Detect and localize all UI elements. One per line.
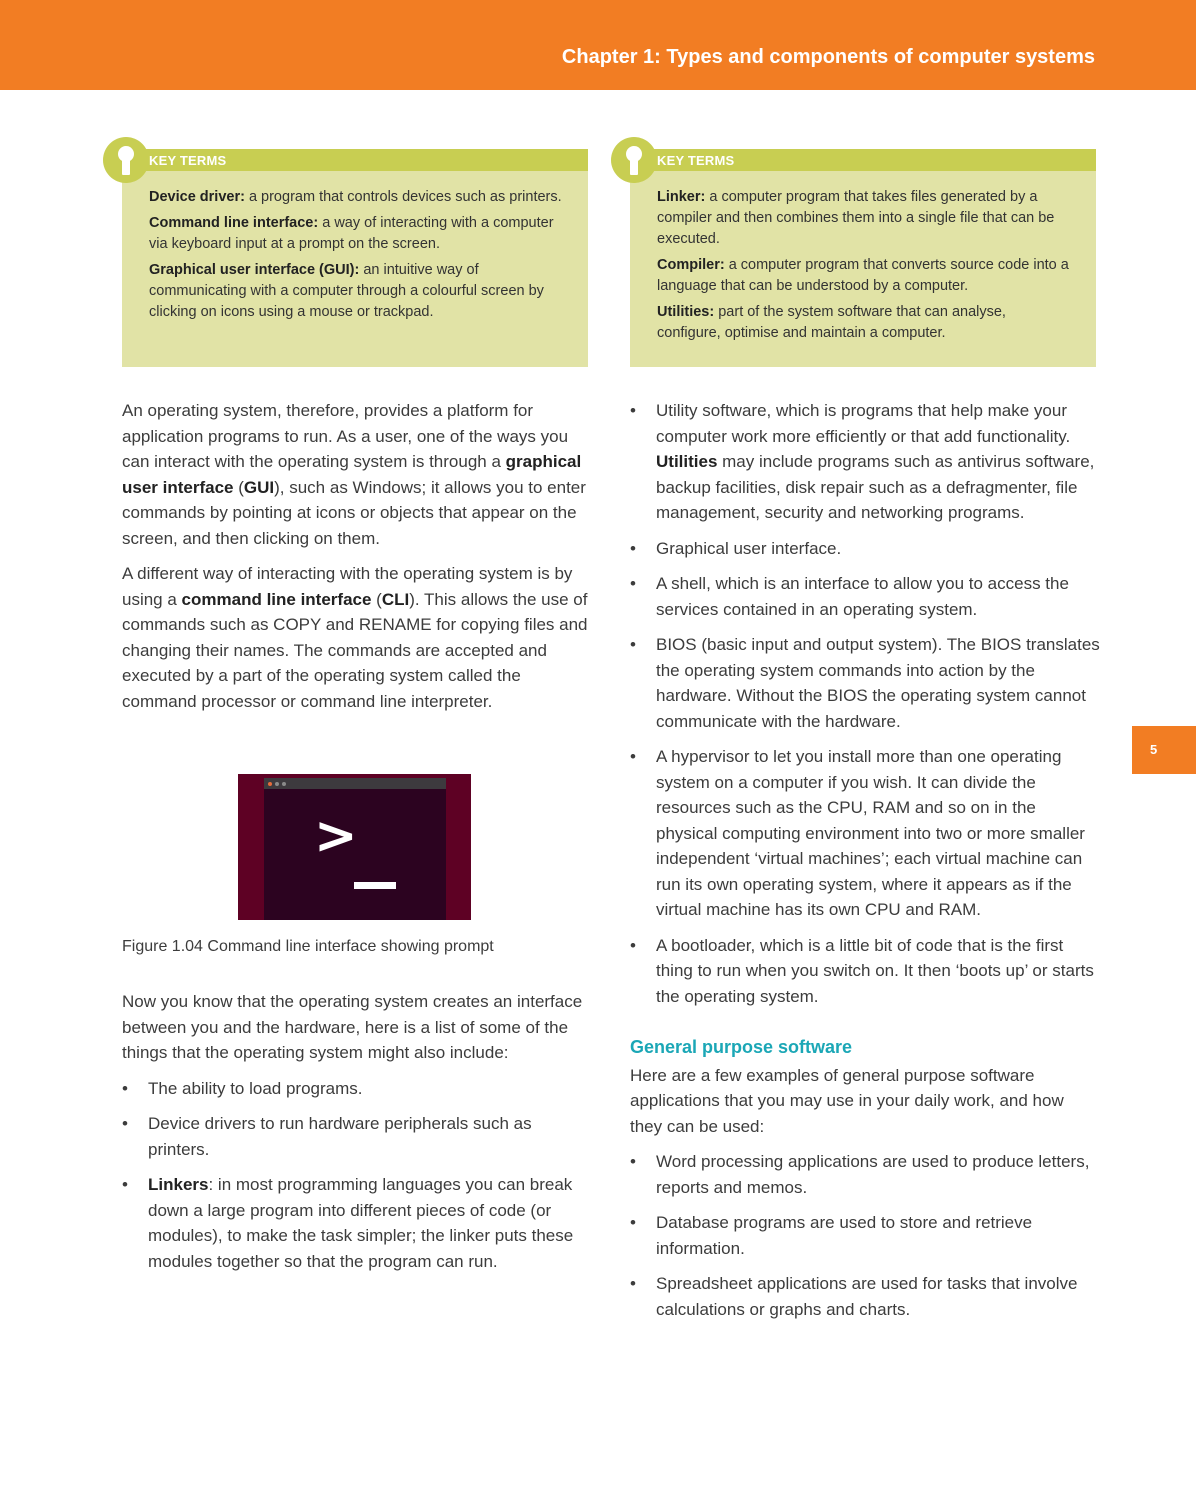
chapter-header-bar [0, 0, 1196, 90]
list-item-text: A bootloader, which is a little bit of code that is the first thing to run when you switch on. It then ‘boots up’ or starts the operating system. [656, 935, 1094, 1006]
chapter-title: Chapter 1: Types and components of computer systems [561, 46, 1095, 68]
list-item [122, 1111, 592, 1162]
general-software-list [630, 1149, 1100, 1322]
os-components-list-right [630, 398, 1100, 1009]
key-term-name: Linker: [657, 189, 706, 205]
bullet: • [630, 1152, 636, 1171]
list-item-text: Spreadsheet applications are used for tasks that involve calculations or graphs and charts. [656, 1274, 1078, 1319]
list-item [630, 571, 1100, 622]
key-terms-list [657, 187, 1071, 349]
text-run: ). This allows the use of commands such as COPY and RENAME for copying files and changing their names. The commands are accepted and executed by a part of the operating system called the command processor or command line interpreter. [122, 589, 588, 711]
list-item-text: Word processing applications are used to produce letters, reports and memos. [656, 1152, 1090, 1197]
list-item [122, 1076, 592, 1102]
terminal-window [264, 778, 446, 920]
key-icon [103, 137, 149, 183]
bullet: • [630, 635, 636, 654]
figure-terminal-image [238, 774, 471, 920]
close-dot-icon [268, 782, 272, 786]
key-term-utilities [657, 302, 1071, 344]
key-term-name: Utilities: [657, 304, 715, 320]
list-item [630, 536, 1100, 562]
key-term-name: Compiler: [657, 257, 725, 273]
text-run: ( [371, 589, 382, 609]
term-linkers: Linkers [148, 1175, 209, 1194]
paragraph-os-list-intro: Now you know that the operating system creates an interface between you and the hardware, here is a list of some of the things that the operating system might also include: [122, 992, 583, 1062]
list-item-text: The ability to load programs. [148, 1078, 363, 1098]
list-item [630, 1210, 1100, 1261]
key-term-definition: a computer program that takes files generated by a compiler and then combines them into a single file that can be executed. [657, 189, 1055, 247]
text-run: An operating system, therefore, provides a platform for application programs to run. As a user, one of the ways you can interact with the operating system is through a [122, 401, 569, 471]
list-item [630, 1149, 1100, 1200]
key-term-compiler [657, 255, 1071, 297]
bullet: • [122, 1078, 128, 1098]
key-term-definition: a way of interacting with a computer via keyboard input at a prompt on the screen. [149, 215, 554, 252]
right-column [630, 398, 1100, 1332]
prompt-glyph: > [314, 806, 358, 866]
bullet: • [122, 1114, 128, 1133]
list-item [122, 1172, 592, 1274]
bullet: • [630, 935, 636, 955]
list-item-text: Database programs are used to store and retrieve information. [656, 1213, 1033, 1258]
bullet: • [630, 747, 636, 766]
key-terms-list [149, 187, 563, 328]
term-gui: graphical user interface [122, 452, 582, 497]
key-icon [611, 137, 657, 183]
term-cli: command line interface [181, 589, 372, 609]
list-item-text: : in most programming languages you can break down a large program into different pieces of code (or modules), to make the task simpler; the linker puts these modules together so that the program can run. [148, 1175, 574, 1271]
list-item-text: Utility software, which is programs that help make your computer work more efficiently or that add functionality. [656, 401, 1071, 446]
list-item-text: A shell, which is an interface to allow you to access the services contained in an operating system. [656, 574, 1069, 619]
key-terms-bar [122, 149, 588, 171]
key-term-definition: part of the system software that can analyse, configure, optimise and maintain a computer. [657, 304, 1006, 341]
abbr-gui: GUI [243, 477, 275, 497]
bullet: • [630, 1274, 636, 1293]
key-term-linker [657, 187, 1071, 250]
text-run: ), such as Windows; it allows you to enter commands by pointing at icons or objects that appear on the screen, and then clicking on them. [122, 477, 586, 548]
key-term-definition: an intuitive way of communicating with a computer through a colourful screen by clicking on icons using a mouse or trackpad. [149, 262, 544, 320]
left-column-lower [122, 989, 592, 1284]
terminal-title-bar [264, 778, 446, 789]
key-term-name: Device driver: [149, 189, 245, 205]
key-term-definition: a computer program that converts source code into a language that can be understood by a computer. [657, 257, 1069, 294]
list-item [630, 632, 1100, 734]
key-terms-label: KEY TERMS [657, 153, 735, 168]
key-terms-label: KEY TERMS [149, 153, 227, 168]
key-term-device-driver [149, 187, 563, 208]
bullet: • [630, 401, 636, 420]
section-intro: Here are a few examples of general purpose software applications that you may use in your daily work, and how they can be used: [630, 1065, 1064, 1136]
key-term-name: Command line interface: [149, 215, 319, 231]
list-item [630, 744, 1100, 923]
list-item [630, 933, 1100, 1010]
figure-caption: Figure 1.04 Command line interface showing prompt [122, 938, 494, 955]
paragraph-gui [122, 398, 592, 551]
key-term-gui [149, 260, 563, 323]
key-terms-box-right [630, 149, 1096, 367]
key-terms-box-left [122, 149, 588, 367]
term-utilities: Utilities [656, 452, 718, 471]
bullet: • [630, 1213, 636, 1232]
key-terms-bar [630, 149, 1096, 171]
left-column-upper [122, 398, 592, 724]
section-heading-general-purpose-software: General purpose software [630, 1037, 853, 1057]
list-item [630, 1271, 1100, 1322]
abbr-cli: CLI [381, 589, 410, 609]
list-item-text: A hypervisor to let you install more than one operating system on a computer if you wish. It can divide the resources such as the CPU, RAM and so on in the physical computing environment into two or more smaller independent ‘virtual machines’; each virtual machine can run its own operating system, where it appears as if the virtual machine has its own CPU and RAM. [656, 747, 1085, 919]
list-item [630, 398, 1100, 526]
maximize-dot-icon [282, 782, 286, 786]
list-item-text: Graphical user interface. [656, 538, 842, 558]
bullet: • [122, 1175, 128, 1194]
bullet: • [630, 574, 636, 593]
paragraph-cli [122, 561, 592, 714]
list-item-text: BIOS (basic input and output system). The BIOS translates the operating system commands into action by the hardware. Without the BIOS the operating system cannot communicate with the hardware. [656, 635, 1100, 731]
bullet: • [630, 538, 636, 558]
page-number-tab [1132, 726, 1196, 774]
text-run: A different way of interacting with the operating system is by using a [122, 564, 573, 609]
page-number: 5 [1150, 742, 1158, 757]
os-components-list-left [122, 1076, 592, 1275]
text-run: ( [233, 477, 244, 497]
key-term-cli [149, 213, 563, 255]
list-item-text: may include programs such as antivirus software, backup facilities, disk repair such as a defragmenter, file management, security and networking programs. [656, 452, 1095, 522]
key-term-definition: a program that controls devices such as printers. [244, 189, 562, 205]
key-term-name: Graphical user interface (GUI): [149, 262, 360, 278]
list-item-text: Device drivers to run hardware peripherals such as printers. [148, 1114, 532, 1159]
minimize-dot-icon [275, 782, 279, 786]
prompt-cursor [354, 882, 396, 889]
